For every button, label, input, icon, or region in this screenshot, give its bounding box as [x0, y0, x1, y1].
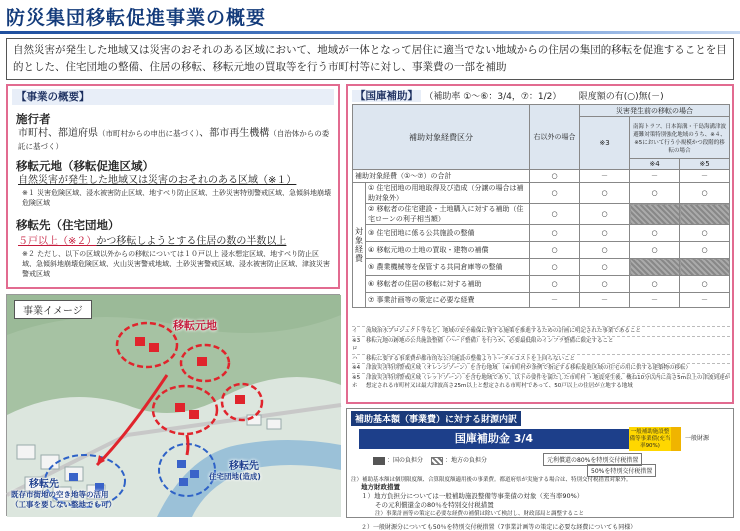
row-cell: ○	[680, 225, 730, 242]
overview-header: 【事業の概要】	[12, 89, 334, 105]
row-cell: ○	[680, 242, 730, 259]
subsidy-table	[352, 104, 730, 308]
row-cell-na	[630, 204, 680, 225]
project-image	[6, 294, 340, 516]
subsidy-rate: （補助率 ①～⑥：3/4，⑦：1/2）	[424, 92, 562, 102]
destination-heading: 移転先（住宅団地）	[16, 218, 120, 232]
row-cell: ○	[580, 242, 630, 259]
col-other-header: 右以外の場合	[530, 105, 580, 170]
dest1-map-sub2: （工事を要しない整地でも可）	[11, 500, 116, 509]
row-cell: ○	[530, 276, 580, 293]
general-fund-label: 一般財源	[685, 435, 710, 442]
dest2-map-label: 移転先	[229, 461, 259, 472]
origin-map-label: 移転元地	[173, 319, 217, 332]
general-fund-bar	[671, 427, 681, 451]
row-label: ① 住宅団地の用地取得及び造成（分譲の場合は補助対象外）	[366, 183, 530, 204]
row-cell: ○	[530, 183, 580, 204]
subsidy-title: 【国庫補助】	[352, 90, 421, 102]
total-cell: ○	[530, 170, 580, 183]
dest1-map-label: 移転先	[29, 479, 59, 490]
image-label: 事業イメージ	[14, 300, 92, 319]
finance-note: 注）補助基本額は個別限度額、合算限度額適用後の事業費。都道府県が実施する場合は、特別交付税措置対象外。	[351, 477, 632, 483]
origin-text: 自然災害が発生した地域又は災害のおそれのある区域（※１）	[18, 175, 297, 186]
note-50: 50%を特別交付税措置	[587, 464, 656, 477]
row-cell: ○	[680, 183, 730, 204]
destination-note: ※２ ただし、以下の区域以外からの移転については１０戸以上 浸水想定区域、地すべり防止区域、急傾斜地崩壊危険区域、火山災害警戒地域、土砂災害警戒区域、浸水被害防止区域、津波災害警戒区域	[22, 250, 330, 278]
row-cell: －	[580, 293, 630, 308]
col-n5-header: ※5	[680, 159, 730, 170]
row-cell: ○	[580, 183, 630, 204]
subsidy-limit: 限度額の有(○)無(－)	[578, 92, 664, 102]
national-subsidy-bar: 国庫補助金 3/4	[359, 429, 629, 449]
measure-1: １）地方負担分については一般補助施設整備等事業債の対象（充当率90%）	[361, 492, 584, 500]
row-cell: ○	[580, 204, 630, 225]
intro-text: 自然災害が発生した地域又は災害のおそれのある区域において、地域が一体となって居住に適当でない地域からの住居の集団的移転を促進することを目的とした、住宅団地の整備、住居の移転、移転元地の買取等を行う市町村等に対し、事業費の一部を補助	[6, 38, 734, 80]
row-cell: ○	[530, 259, 580, 276]
row-cell: ○	[680, 276, 730, 293]
row-cell: ○	[530, 204, 580, 225]
row-label: ③ 住宅団地に係る公共施設の整備	[366, 225, 530, 242]
row-cell-na	[630, 259, 680, 276]
dest2-map-sub: 住宅団地(造成)	[209, 472, 261, 481]
row-cell: －	[630, 293, 680, 308]
total-cell: －	[580, 170, 630, 183]
row-cell: ○	[630, 242, 680, 259]
total-row-label: 補助対象経費（①～⑦）の合計	[353, 170, 530, 183]
row-label: ④ 移転元地の土地の買取・建物の補償	[366, 242, 530, 259]
row-cell: －	[680, 293, 730, 308]
row-cell: ○	[630, 276, 680, 293]
note-80: 元利償還の80%を特別交付税措置	[543, 453, 642, 466]
total-cell: －	[630, 170, 680, 183]
col-n4-header: ※4	[630, 159, 680, 170]
row-label: ⑤ 農業機械等を保管する共同倉庫等の整備	[366, 259, 530, 276]
row-label: ⑥ 移転者の住居の移転に対する補助	[366, 276, 530, 293]
overview-panel	[6, 84, 340, 289]
row-cell-na	[680, 259, 730, 276]
total-cell: －	[680, 170, 730, 183]
row-cell: ○	[530, 242, 580, 259]
page-title: 防災集団移転促進事業の概要	[6, 7, 267, 29]
measure-1c: 注）事業計画等の策定に必要な経費の補償は除いて検討し、財政部局と調整すること	[375, 511, 585, 517]
note-row: ※5 ホ 津波災害特別警戒区域（レッドゾーン）を含む地域であり、以下の要件を満たした市町村 ・地震発生後、概ね10分以内に高さ5m以上の津波到達が想定される市町村又は最大津波高さ25m以上と想定される市町村であって、50戸以上の住居が立地する地域	[352, 374, 730, 389]
subsidy-header	[352, 88, 664, 103]
executor-heading: 施行者	[16, 112, 51, 126]
side-label: 対象経費	[353, 183, 366, 308]
subsidy-panel	[346, 84, 734, 404]
col-special-header: 災害発生前の移転の場合	[580, 105, 730, 117]
col-n3-header: ※3	[580, 117, 630, 170]
table-notes	[352, 326, 730, 391]
note-row: ※3 ロ 移転元地の跡地の公共施設整備（ハード整備）を行うか、必要最低限のインフラ整備に限定すること	[352, 336, 730, 354]
finance-title: 補助基本額（事業費）に対する財源内訳	[351, 411, 521, 426]
row-cell-na	[680, 204, 730, 225]
row-cell: ○	[580, 259, 630, 276]
row-cell: ○	[580, 225, 630, 242]
fiscal-measures	[361, 483, 729, 519]
col-nankai-header: 南海トラフ、日本海溝・千島海溝津波避難対策特別強化地域のうち、※４、※5において行う小規模かつ段階的移転の場合	[630, 117, 730, 159]
executor-text: 市町村、都道府県（市町村からの申出に基づく）、都市再生機構（自治体からの委託に基づく）	[18, 128, 330, 151]
row-cell: ○	[630, 225, 680, 242]
destination-text: ５戸以上（※２）かつ移転しようとする住居の数の半数以上	[18, 236, 287, 247]
title-underline	[0, 31, 740, 34]
finance-panel	[346, 408, 734, 531]
row-cell: ○	[530, 225, 580, 242]
row-label: ② 移転者の住宅建設・土地購入に対する補助（住宅ローンの利子相当額）	[366, 204, 530, 225]
measures-title: 地方財政措置	[361, 483, 400, 491]
row-cell: －	[530, 293, 580, 308]
row-cell: ○	[580, 276, 630, 293]
dest1-map-sub: 既存市街地の空き地等の活用	[11, 490, 109, 499]
legend-national: ：国の負担分 ：地方の負担分	[373, 455, 487, 465]
origin-note: ※１ 災害危険区域、浸水被害防止区域、地すべり防止区域、土砂災害特別警戒区域、急傾斜地崩壊危険区域	[22, 189, 331, 207]
note-row: ※4 津波災害特別警戒区域（オレンジゾーン）を含む地域 （※市町村が条例で指定する移転促進区域の住宅の用に供する建築物の移転）	[352, 363, 730, 373]
measure-2: ２）一般財源分についても50％を特別交付税措置（7事業計画等の策定に必要な経費についても同様）	[361, 524, 637, 531]
local-bond-bar: 一般補助施設整備等事業債(充当率90%)	[629, 429, 671, 449]
col-item-header: 補助対象経費区分	[353, 105, 530, 170]
note-row: イ 流域治水プロジェクト等など、地域の安全確保に資する施策を推進するための計画に明記された事業であること	[352, 326, 730, 336]
row-cell: ○	[630, 183, 680, 204]
measure-1b: その元利償還金の80％を特別交付税措置	[375, 501, 494, 509]
row-label: ⑦ 事業計画等の策定に必要な経費	[366, 293, 530, 308]
origin-heading: 移転元地（移転促進区域）	[16, 159, 154, 173]
note-row: ハ 移転に要する事業費が都市的な公共施設の整備よりトータルコストを上回らないこと	[352, 354, 730, 364]
